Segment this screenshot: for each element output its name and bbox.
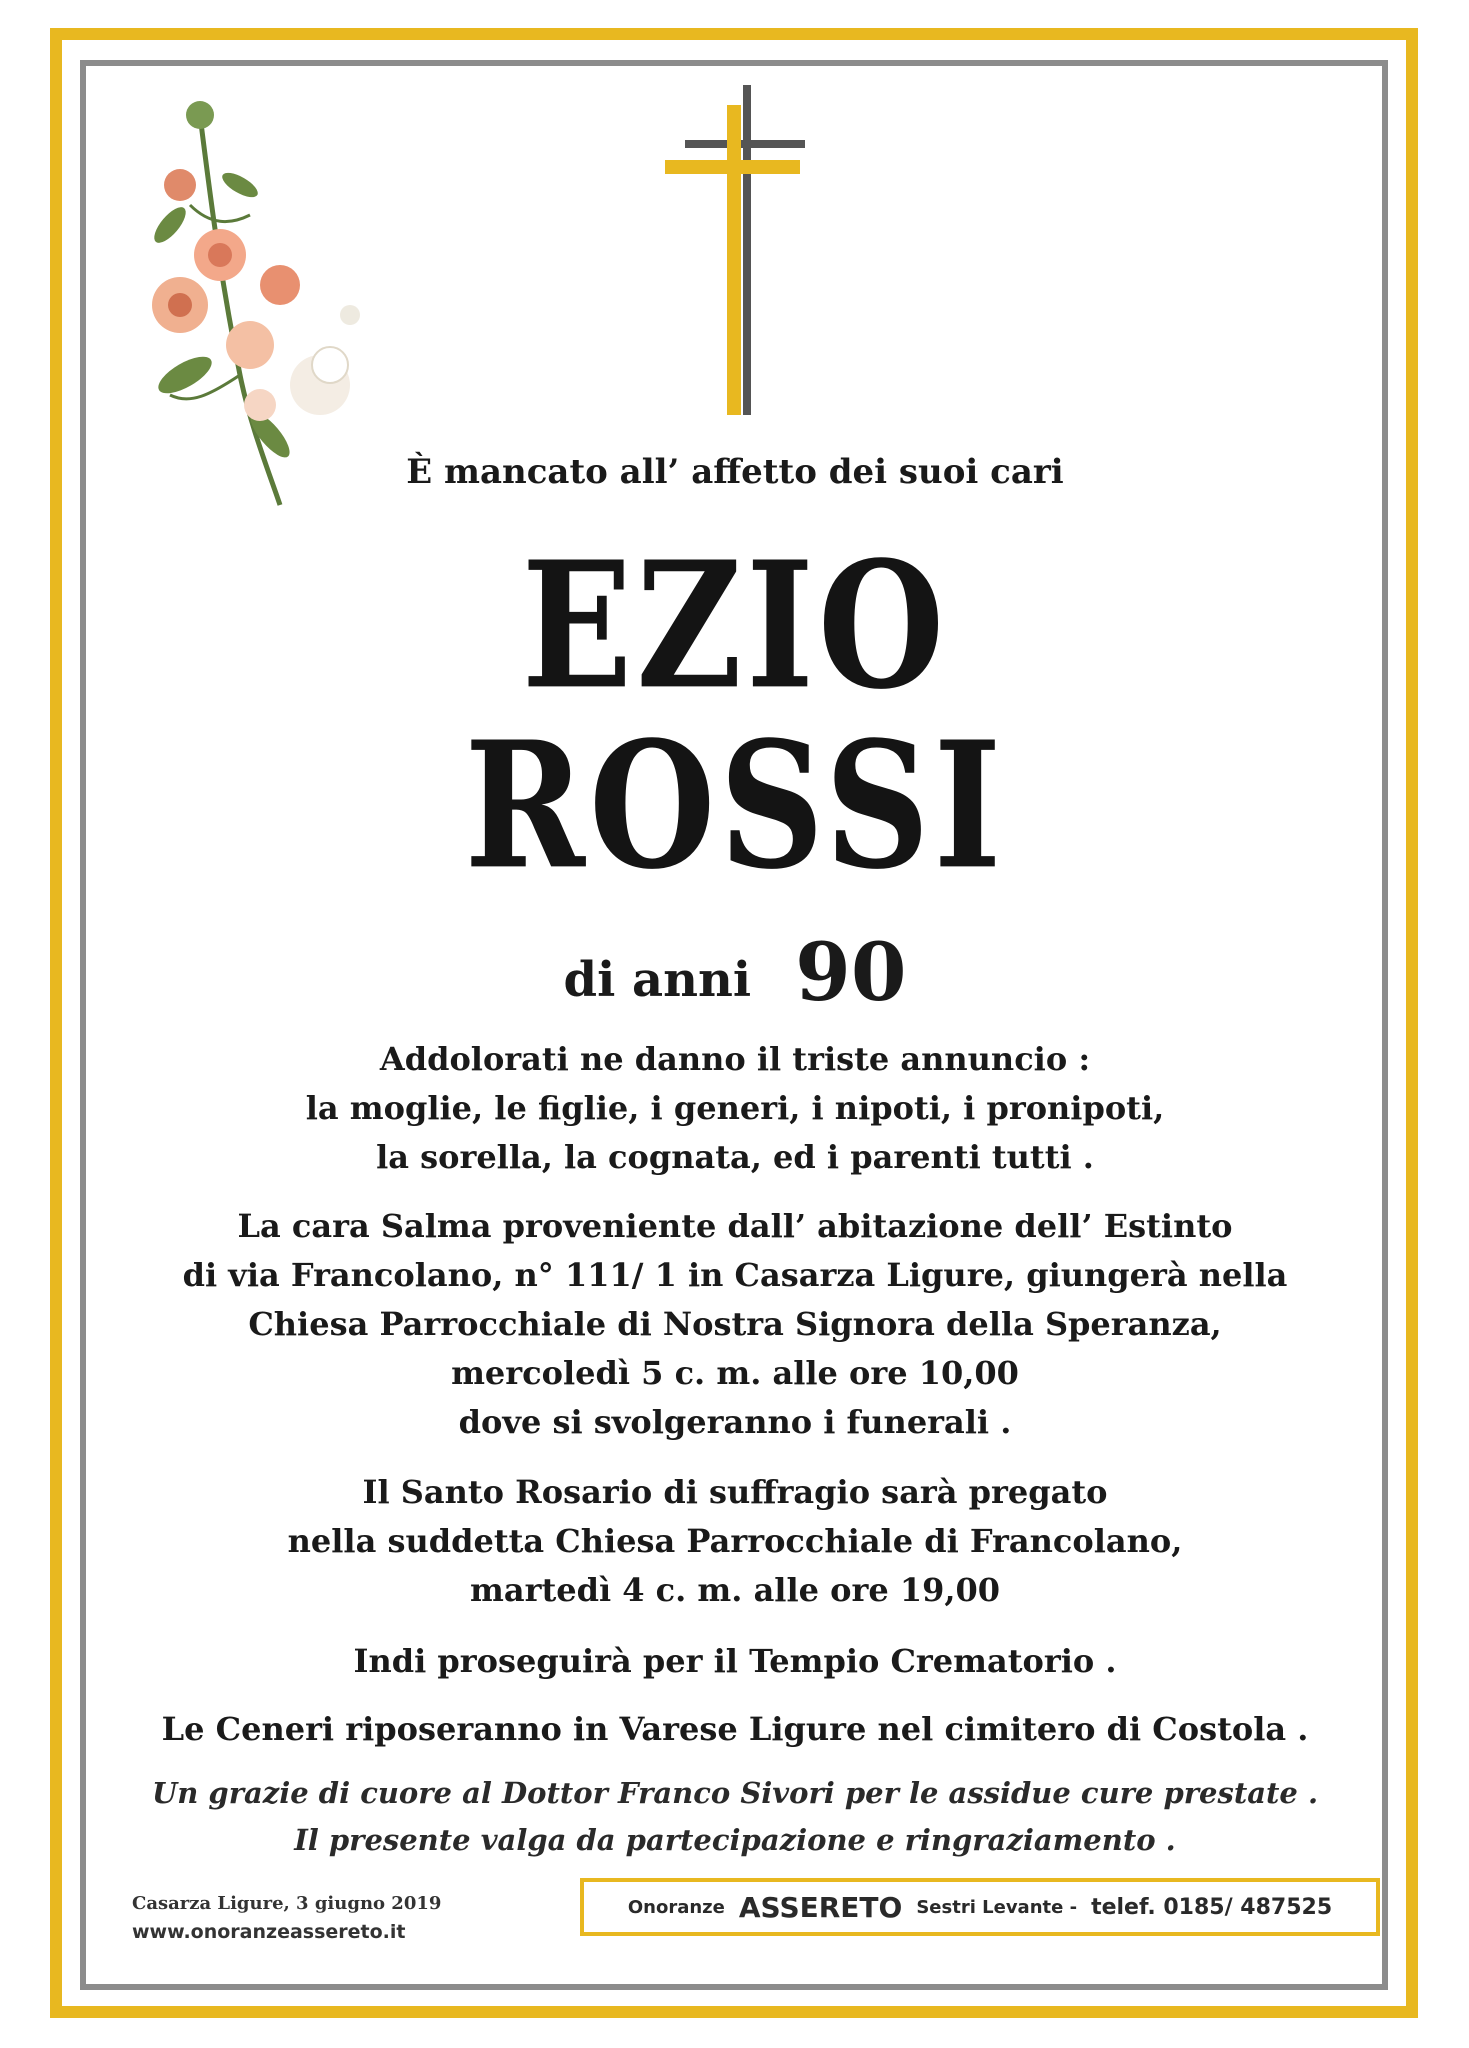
rosary-line: nella suddetta Chiesa Parrocchiale di Francolano, xyxy=(287,1522,1183,1560)
age-prefix: di anni xyxy=(563,952,752,1008)
rosary-line: martedì 4 c. m. alle ore 19,00 xyxy=(469,1571,1001,1609)
funeral-line: La cara Salma proveniente dall’ abitazione dell’ Estinto xyxy=(237,1207,1233,1245)
last-name: ROSSI xyxy=(464,704,1006,909)
rosary-line: Il Santo Rosario di suffragio sarà pregato xyxy=(362,1473,1108,1511)
intro-line: È mancato all’ affetto dei suoi cari xyxy=(406,452,1064,492)
funeral-line: Chiesa Parrocchiale di Nostra Signora della Speranza, xyxy=(248,1305,1222,1343)
first-name: EZIO xyxy=(521,524,949,729)
announcement-line: Addolorati ne danno il triste annuncio : xyxy=(379,1040,1091,1078)
website-link[interactable]: www.onoranzeassereto.it xyxy=(132,1921,406,1943)
thanks-line: Il presente valga da partecipazione e ringraziamento . xyxy=(294,1823,1176,1857)
rosary-paragraph xyxy=(100,1468,1370,1615)
brand-prefix: Onoranze xyxy=(627,1896,725,1918)
funeral-home-banner xyxy=(580,1878,1380,1936)
announcement-paragraph xyxy=(100,1035,1370,1182)
ashes-line: Le Ceneri riposeranno in Varese Ligure nel cimitero di Costola . xyxy=(161,1710,1309,1748)
age-line xyxy=(100,925,1370,1019)
flower-decoration xyxy=(130,75,380,515)
footer-info xyxy=(132,1890,441,1946)
brand-location: Sestri Levante - xyxy=(916,1896,1078,1918)
crematorium-line: Indi proseguirà per il Tempio Crematorio . xyxy=(353,1642,1117,1680)
brand-name: ASSERETO xyxy=(738,1890,903,1924)
place-date: Casarza Ligure, 3 giugno 2019 xyxy=(132,1893,442,1914)
thanks-line: Un grazie di cuore al Dottor Franco Sivori per le assidue cure prestate . xyxy=(151,1776,1319,1810)
funeral-line: di via Francolano, n° 111/ 1 in Casarza Ligure, giungerà nella xyxy=(182,1256,1288,1294)
phone-number: telef. 0185/ 487525 xyxy=(1091,1894,1333,1920)
funeral-paragraph xyxy=(100,1202,1370,1447)
announcement-line: la moglie, le figlie, i generi, i nipoti, i pronipoti, xyxy=(305,1089,1165,1127)
age-value: 90 xyxy=(795,925,907,1019)
thanks-paragraph xyxy=(100,1770,1370,1864)
funeral-line: dove si svolgeranno i funerali . xyxy=(458,1403,1012,1441)
cross-icon xyxy=(665,85,825,415)
funeral-line: mercoledì 5 c. m. alle ore 10,00 xyxy=(451,1354,1019,1392)
announcement-line: la sorella, la cognata, ed i parenti tutti . xyxy=(376,1138,1094,1176)
